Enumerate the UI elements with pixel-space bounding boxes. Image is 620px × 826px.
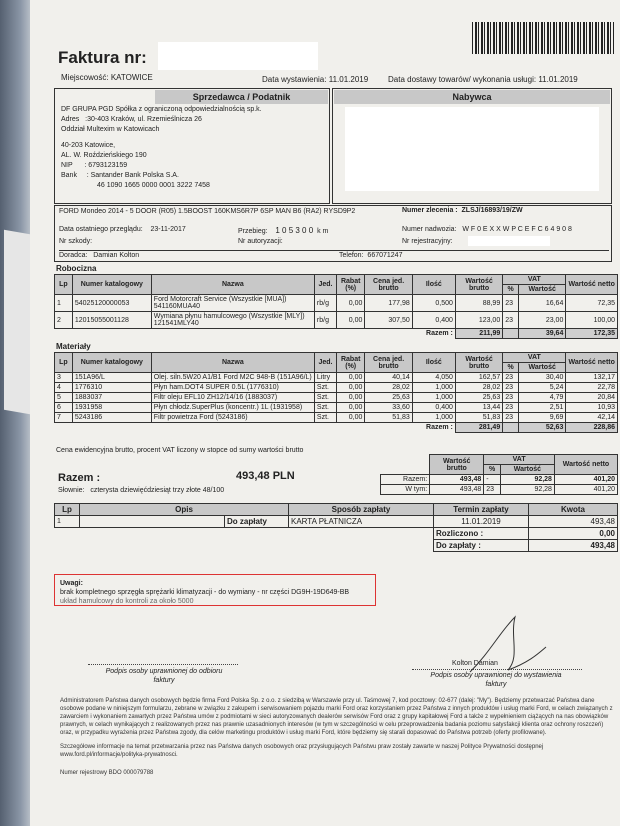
cell: 88,99: [455, 295, 502, 312]
labor-total-gross: 211,99: [455, 329, 502, 339]
cell: Litry: [314, 373, 336, 383]
cell: [503, 329, 519, 339]
issuer-caption-2: faktury: [485, 681, 507, 688]
cell: 20,84: [566, 393, 618, 403]
cell: 1,000: [412, 413, 455, 423]
seller-nip: : 6793123159: [84, 162, 128, 169]
settled-row: [55, 528, 618, 540]
vehicle-description: FORD Mondeo 2014 - 5 DOOR (R05) 1.5BOOST 160KMS6R7P 6SP MAN B6 (RA2) RYSD9P2: [59, 208, 356, 215]
labor-heading: Robocizna: [56, 264, 97, 273]
settled-value: 0,00: [529, 528, 618, 540]
cell: Płyn ham.DOT4 SUPER 0.5L (1776310): [151, 383, 314, 393]
order-row: [402, 207, 523, 214]
price-note: Cena ewidencyjna brutto, procent VAT liczony w stopce od sumy wartości brutto: [56, 447, 304, 454]
col-vat: VAT: [484, 455, 555, 465]
cell: 16,64: [519, 295, 566, 312]
cell: 23: [503, 403, 519, 413]
col-vat-rate: %: [503, 363, 519, 373]
cell: Szt.: [314, 383, 336, 393]
receiver-signature-caption: [84, 667, 244, 685]
to-pay-row: [55, 540, 618, 552]
seller-address-label: Adres: [61, 116, 80, 123]
materials-total-vat: 52,63: [519, 423, 566, 433]
cell: 23,00: [519, 312, 566, 329]
cell: Szt.: [314, 393, 336, 403]
cell: 10,93: [566, 403, 618, 413]
delivery-date-row: [388, 75, 578, 84]
col-net: Wartość netto: [554, 455, 617, 475]
advisor-label: Doradca:: [59, 252, 88, 259]
col-payment-method: Sposób zapłaty: [289, 504, 434, 516]
table-row: [381, 475, 618, 485]
col-vat: VAT: [503, 353, 566, 363]
cell: 92,28: [500, 475, 554, 485]
damage-label: Nr szkody:: [59, 238, 93, 245]
cell: 401,20: [554, 475, 617, 485]
labor-table: [54, 274, 618, 339]
registration-label: Nr rejestracyjny:: [402, 238, 453, 245]
table-row: [55, 413, 618, 423]
vat-summary-table: [380, 454, 618, 495]
col-qty: Ilość: [412, 275, 455, 295]
delivery-date-label: Data dostawy towarów/ wykonania usługi:: [388, 75, 537, 84]
seller-bank: : Santander Bank Polska S.A.: [86, 172, 179, 179]
cell: 23: [484, 485, 501, 495]
cell: 92,28: [500, 485, 554, 495]
col-discount: Rabat (%): [337, 353, 365, 373]
materials-heading: Materiały: [56, 342, 91, 351]
issue-date-row: [262, 75, 368, 84]
cell: 493,48: [430, 475, 484, 485]
buyer-box: [332, 88, 612, 204]
cell: 1,000: [412, 383, 455, 393]
invoice-page: [30, 0, 620, 826]
cell: 3: [55, 373, 73, 383]
phone-value: 667071247: [367, 252, 403, 259]
col-catalog: Numer katalogowy: [72, 353, 151, 373]
cell: 22,78: [566, 383, 618, 393]
seller-details: [61, 105, 262, 191]
phone-label: Telefon:: [339, 252, 364, 259]
cell: 1883037: [72, 393, 151, 403]
privacy-paragraph-1: Administratorem Państwa danych osobowych będzie firma Ford Polska Sp. z o.o. z siedzibą w Warszawie przy ul. Taśmowej 7, kod pocztowy: 02-677 (dalej: "My"). Będziemy przetwarzać Państwa dane osobowe podane w niniejszym formularzu, zebrane w związku z zakupem i serwisowaniem pojazdu marki Ford oraz korzystaniem przez Państwa z innych produktów i usług marki Ford, w celach związanych z zawarciem i wykonaniem zawartych przez Państwa umów z podmiotami w sieci autoryzowanych dealerów serwisów Ford oraz z grupy kapitałowej Ford a także z wypełnieniem ciążących na nas obowiązków prawnych, w celach wynikających z realizowanych przez nas prawnie uzasadnionych interesów (w tym w szczególności w celu przeprowadzenia badania poziomu satysfakcji klienta oraz ochrony roszczeń) oraz, w przypadku wyrażenia przez Państwa zgody, dla celów marketingu produktów i usług marki Ford, które będziemy się starali dopasować do Państwa potrzeb (oferty profilowane).: [60, 698, 613, 736]
cell: 23: [503, 393, 519, 403]
receiver-caption-1: Podpis osoby uprawnionej do odbioru: [105, 668, 223, 675]
delivery-date-value: 11.01.2019: [538, 75, 578, 84]
cell: 40,14: [365, 373, 412, 383]
cell: 5,24: [519, 383, 566, 393]
cell: 0,400: [412, 312, 455, 329]
inspection-label: Data ostatniego przeglądu:: [59, 226, 143, 233]
place-label: Miejscowość:: [61, 73, 109, 82]
col-description: Opis: [80, 504, 289, 516]
seller-address-row: [61, 115, 262, 125]
cell: 6: [55, 403, 73, 413]
redacted-buyer: [345, 107, 599, 191]
cell: [80, 516, 225, 528]
seller-branch-city: 40-203 Katowice,: [61, 142, 116, 149]
cell: 42,14: [566, 413, 618, 423]
advisor-name: Damian Kolton: [93, 252, 140, 259]
cell: 0,500: [412, 295, 455, 312]
settled-label: Rozliczono :: [434, 528, 529, 540]
table-row: [381, 485, 618, 495]
cell: Ford Motorcraft Service (Wszystkie [MUA]) 541160MUA40: [151, 295, 314, 312]
col-lp: Lp: [55, 353, 73, 373]
bdo-number: Numer rejestrowy BDO 000079788: [60, 770, 154, 776]
cell: Razem:: [381, 475, 430, 485]
cell: 1: [55, 516, 80, 528]
cell: 1: [55, 295, 73, 312]
materials-header-row: [55, 353, 618, 363]
redacted-registration: [468, 236, 550, 246]
cell: 2: [55, 312, 73, 329]
words-label: Słownie:: [58, 487, 85, 494]
table-row: [55, 383, 618, 393]
cell: rb/g: [314, 312, 336, 329]
cell: 132,17: [566, 373, 618, 383]
cell: 23: [503, 373, 519, 383]
col-name: Nazwa: [151, 275, 314, 295]
cell: W tym:: [381, 485, 430, 495]
mileage-row: [238, 226, 328, 235]
vat-summary-header: [381, 455, 618, 465]
col-vat-value: Wartość: [519, 285, 566, 295]
col-gross: Wartość brutto: [455, 353, 502, 373]
cell: Olej. siln.5W20 A1/B1 Ford M2C 948-B (151A96/L): [151, 373, 314, 383]
table-row: [55, 393, 618, 403]
to-pay-value: 493,48: [529, 540, 618, 552]
table-row: [55, 312, 618, 329]
col-unit: Jed.: [314, 275, 336, 295]
remarks-line-1: brak kompletnego sprzęgła sprężarki klimatyzacji - do wymiany - nr części DG9H-19D649-BB: [60, 589, 350, 596]
redacted-invoice-number: [158, 42, 318, 70]
cell: 51,83: [455, 413, 502, 423]
cell: Płyn chłodz.SuperPlus (koncentr.) 1L (1931958): [151, 403, 314, 413]
cell: 25,63: [455, 393, 502, 403]
labor-total-row: [55, 329, 618, 339]
cell: 401,20: [554, 485, 617, 495]
cell: 23: [503, 383, 519, 393]
col-gross: Wartość brutto: [430, 455, 484, 475]
cell: [55, 540, 434, 552]
cell: 30,40: [519, 373, 566, 383]
cell: 162,57: [455, 373, 502, 383]
mileage-unit: k m: [317, 228, 329, 235]
issuer-name: Kolton Damian: [452, 660, 498, 667]
cell: 23: [503, 295, 519, 312]
cell: 4: [55, 383, 73, 393]
cell: 1,000: [412, 393, 455, 403]
cell: 13,44: [455, 403, 502, 413]
buyer-heading: Nabywca: [334, 90, 610, 104]
seller-account: 46 1090 1665 0000 0001 3222 7458: [97, 182, 210, 189]
receiver-caption-2: faktury: [153, 677, 175, 684]
cell: 177,98: [365, 295, 412, 312]
cell: 11.01.2019: [434, 516, 529, 528]
cell: 2,51: [519, 403, 566, 413]
col-unit: Jed.: [314, 353, 336, 373]
cell: 28,02: [455, 383, 502, 393]
seller-box: [54, 88, 330, 204]
cell: 0,00: [337, 373, 365, 383]
labor-total-label: Razem :: [426, 330, 453, 338]
cell: 23: [503, 413, 519, 423]
cell: 4,79: [519, 393, 566, 403]
col-net: Wartość netto: [566, 275, 618, 295]
col-net: Wartość netto: [566, 353, 618, 373]
col-lp: Lp: [55, 504, 80, 516]
words-value: czterysta dziewięćdziesiąt trzy złote 48/100: [90, 487, 225, 494]
receiver-signature-line: [88, 664, 238, 665]
cell: [381, 455, 430, 475]
cell: [55, 528, 434, 540]
seller-bank-label: Bank: [61, 172, 77, 179]
labor-header-row: [55, 275, 618, 285]
cell: -: [484, 475, 501, 485]
seller-branch-street: AL. W. Roździeńskiego 190: [61, 152, 147, 159]
cell: 0,00: [337, 413, 365, 423]
cell: Szt.: [314, 403, 336, 413]
cell: Filtr powietrza Ford (5243186): [151, 413, 314, 423]
cell: 25,63: [365, 393, 412, 403]
col-unit-price: Cena jed. brutto: [365, 275, 412, 295]
barcode: [472, 22, 614, 54]
cell: Do zapłaty: [225, 516, 289, 528]
place-row: [61, 73, 153, 82]
cell: 9,69: [519, 413, 566, 423]
col-vat-value: Wartość: [519, 363, 566, 373]
remarks: [60, 579, 349, 606]
cell: 7: [55, 413, 73, 423]
labor-total-net: 172,35: [566, 329, 618, 339]
authorization-label: Nr autoryzacji:: [238, 238, 283, 245]
cell: 0,00: [337, 403, 365, 413]
issuer-signature-caption: [406, 671, 586, 689]
payment-table: [54, 503, 618, 552]
cell: Wymiana płynu hamulcowego (Wszystkie [MLY]) 121541MLY40: [151, 312, 314, 329]
privacy-footer: [60, 697, 615, 777]
col-vat-rate: %: [503, 285, 519, 295]
table-row: [55, 516, 618, 528]
labor-total-vat: 39,64: [519, 329, 566, 339]
materials-total-gross: 281,49: [455, 423, 502, 433]
phone-group: [339, 252, 402, 259]
cell: 0,00: [337, 383, 365, 393]
seller-name: DF GRUPA PGD Spółka z ograniczoną odpowiedzialnością sp.k.: [61, 106, 262, 113]
summary-total-value: 493,48 PLN: [236, 470, 295, 482]
body-number-row: [402, 226, 572, 233]
cell: 23: [503, 312, 519, 329]
cell: 123,00: [455, 312, 502, 329]
cell: 307,50: [365, 312, 412, 329]
cell: 0,00: [337, 393, 365, 403]
seller-nip-label: NIP: [61, 162, 73, 169]
cell: 1931958: [72, 403, 151, 413]
seller-heading: Sprzedawca / Podatnik: [155, 90, 328, 104]
col-gross: Wartość brutto: [455, 275, 502, 295]
remarks-label: Uwagi:: [60, 580, 83, 587]
col-catalog: Numer katalogowy: [72, 275, 151, 295]
order-number: ZLSJ/16893/19/ZW: [461, 207, 523, 214]
cell: 54025120000053: [72, 295, 151, 312]
cell: Szt.: [314, 413, 336, 423]
invoice-title: Faktura nr:: [58, 48, 147, 67]
advisor-row: [59, 250, 609, 259]
payment-header-row: [55, 504, 618, 516]
cell: 0,400: [412, 403, 455, 413]
col-discount: Rabat (%): [337, 275, 365, 295]
col-vat: VAT: [503, 275, 566, 285]
seller-nip-row: [61, 161, 262, 171]
col-unit-price: Cena jed. brutto: [365, 353, 412, 373]
remarks-line-2: układ hamulcowy do kontroli za około 5000: [60, 598, 194, 605]
seller-bank-row: [61, 171, 262, 181]
privacy-paragraph-2: Szczegółowe informacje na temat przetwarzania przez nas Państwa danych osobowych oraz przysługujących Państwu praw zostały zawarte w naszej Polityce Prywatności dostępnej www.ford.pl/informacje/polityka-prywatnosci.: [60, 744, 544, 758]
col-vat-value: Wartość: [500, 465, 554, 475]
order-label: Numer zlecenia :: [402, 207, 458, 214]
cell: 72,35: [566, 295, 618, 312]
cell: [503, 423, 519, 433]
cell: 1776310: [72, 383, 151, 393]
issuer-signature-line: [412, 669, 582, 670]
cell: 493,48: [430, 485, 484, 495]
mileage-label: Przebieg:: [238, 228, 268, 235]
cell: 5243186: [72, 413, 151, 423]
materials-total-row: [55, 423, 618, 433]
mileage-value: 1 0 5 3 0 0: [275, 226, 314, 235]
col-amount: Kwota: [529, 504, 618, 516]
body-number: W F 0 E X X W P C E F C 6 4 9 0 8: [462, 226, 572, 233]
table-row: [55, 373, 618, 383]
col-name: Nazwa: [151, 353, 314, 373]
cell: 28,02: [365, 383, 412, 393]
cell: 0,00: [337, 295, 365, 312]
summary-total-label: Razem :: [58, 472, 101, 484]
seller-branch: Oddział Multexim w Katowicach: [61, 126, 160, 133]
cell: Filtr oleju EFL10 ZH12/14/16 (1883037): [151, 393, 314, 403]
seller-address: :30-403 Kraków, ul. Rzemieślnicza 26: [85, 116, 202, 123]
col-qty: Ilość: [412, 353, 455, 373]
cell: 4,050: [412, 373, 455, 383]
inspection-row: [59, 226, 186, 233]
table-row: [55, 403, 618, 413]
background-paper: [4, 230, 30, 415]
materials-total-net: 228,86: [566, 423, 618, 433]
issue-date-value: 11.01.2019: [328, 75, 369, 84]
col-lp: Lp: [55, 275, 73, 295]
cell: 493,48: [529, 516, 618, 528]
materials-total-label: Razem :: [426, 424, 453, 432]
cell: 151A96/L: [72, 373, 151, 383]
body-number-label: Numer nadwozia:: [402, 226, 457, 233]
col-due-date: Termin zapłaty: [434, 504, 529, 516]
col-vat-rate: %: [484, 465, 501, 475]
issue-date-label: Data wystawienia:: [262, 75, 327, 84]
inspection-date: 23-11-2017: [150, 226, 186, 233]
cell: 0,00: [337, 312, 365, 329]
table-row: [55, 295, 618, 312]
cell: 5: [55, 393, 73, 403]
to-pay-label: Do zapłaty :: [434, 540, 529, 552]
cell: 100,00: [566, 312, 618, 329]
place-value: KATOWICE: [110, 73, 153, 82]
cell: 12015055001128: [72, 312, 151, 329]
issuer-caption-1: Podpis osoby uprawnionej do wystawienia: [430, 672, 562, 679]
cell: rb/g: [314, 295, 336, 312]
amount-in-words: [58, 487, 224, 494]
materials-table: [54, 352, 618, 433]
cell: KARTA PŁATNICZA: [289, 516, 434, 528]
cell: 51,83: [365, 413, 412, 423]
cell: 33,60: [365, 403, 412, 413]
